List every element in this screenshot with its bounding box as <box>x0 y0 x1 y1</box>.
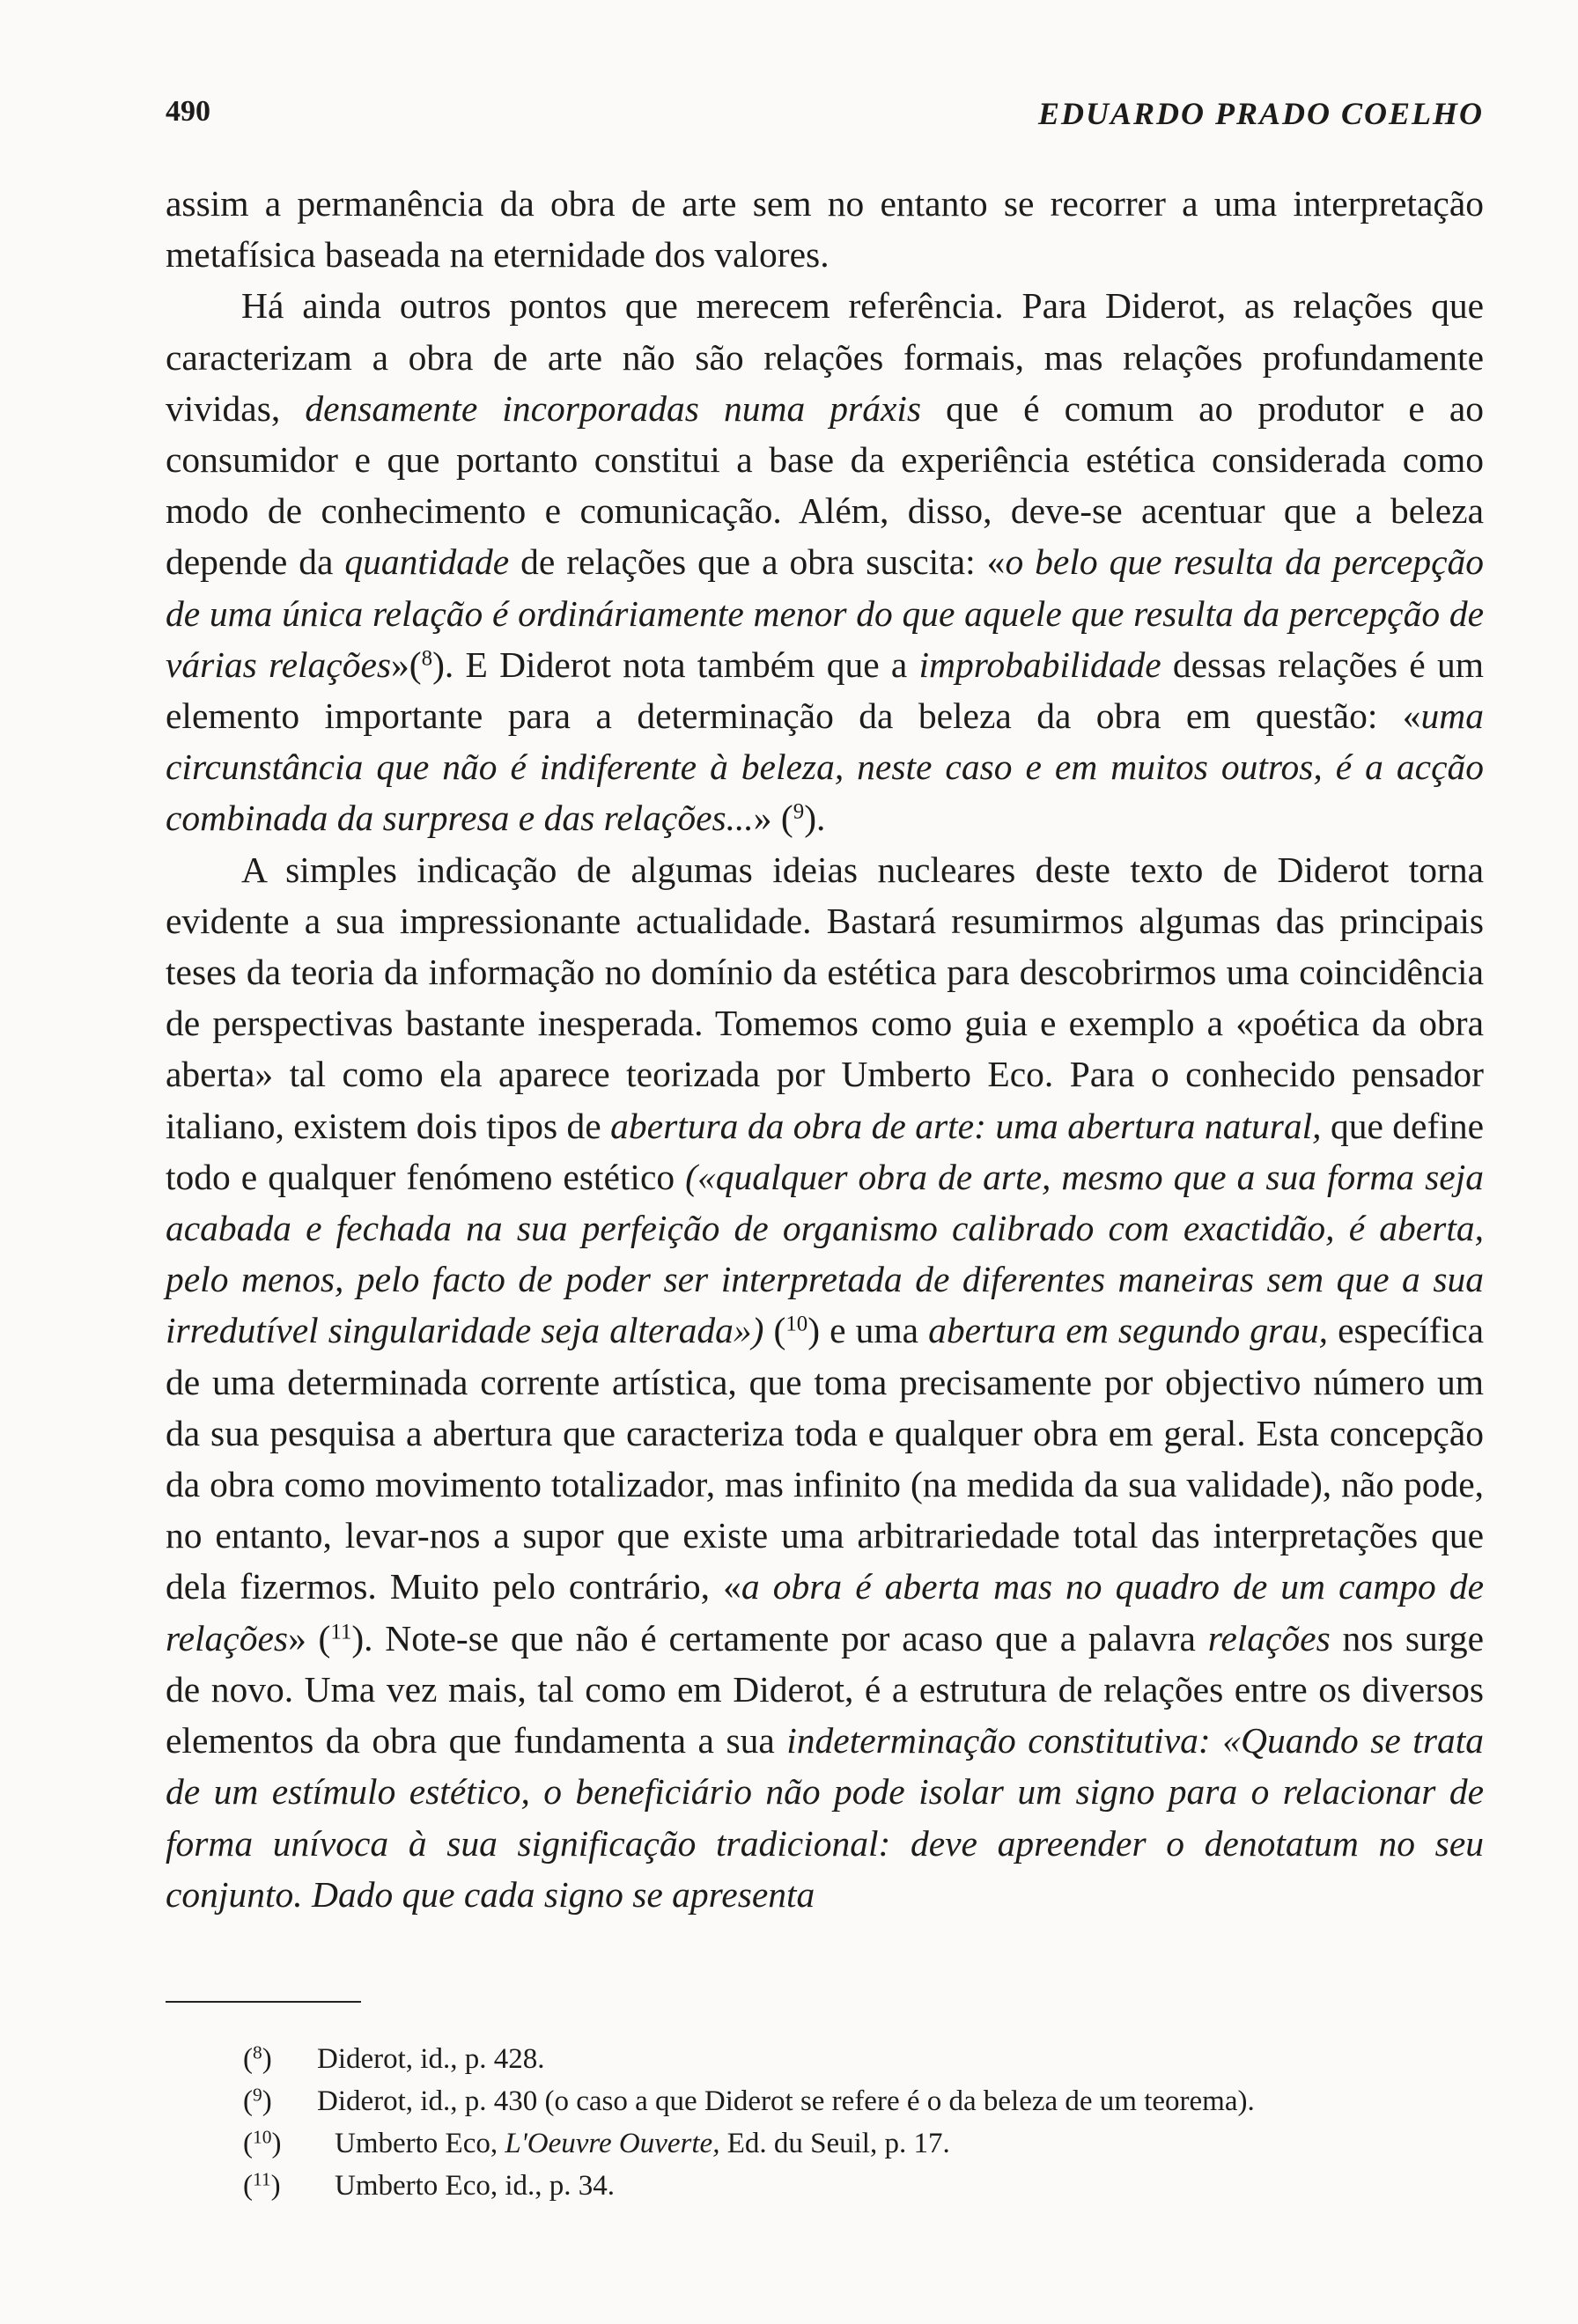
italic-text: relações <box>1207 1617 1331 1658</box>
footnotes <box>166 2038 1484 2207</box>
italic-text: a obra é aberta mas no quadro de um campo de relações <box>166 1566 1484 1658</box>
footnote-number: ($^{11}$) <box>243 2168 281 2202</box>
document-page <box>166 88 1484 2207</box>
page-number: 490 <box>166 95 210 128</box>
text-run: de relações que a obra suscita: « <box>509 541 1006 583</box>
text-run: ( <box>763 1310 786 1351</box>
italic-text: indeterminação constitutiva: «Quando se trata de um estímulo estético, o beneficiário não pode isolar um signo para o relacionar de forma unívoca à sua significação tradicional: deve apreender o denotatum no seu conjunto. Dado que cada signo se apresenta <box>166 1720 1484 1915</box>
footnote <box>166 2080 1484 2122</box>
text-run: Umberto Eco, <box>335 2127 505 2159</box>
page-header <box>166 88 1484 143</box>
text-run: específica de uma determinada corrente artística, que toma precisamente por objectivo número um da sua pesquisa a abertura que caracteriza toda e qualquer obra em geral. Esta concepção da obra como movimento totalizador, mas infinito (na medida da sua validade), não pode, no entanto, levar-nos a supor que existe uma arbitrariedade total das interpretações que dela fizermos. Muito pelo contrário, « <box>166 1310 1484 1607</box>
text-run: Ed. du Seuil, p. 17. <box>719 2127 950 2159</box>
text-run: nos surge de novo. Uma vez mais, tal como em Diderot, é a estrutura de relações entre os diversos elementos da obra que fundamenta a sua <box>166 1617 1484 1761</box>
paragraph <box>166 280 1484 843</box>
text-run: » ( <box>753 798 793 839</box>
italic-text: densamente incorporadas numa práxis <box>305 387 922 429</box>
footnote <box>166 2038 1484 2080</box>
italic-text: quantidade <box>344 541 510 583</box>
paragraph <box>166 844 1484 1920</box>
paragraph <box>166 178 1484 280</box>
italic-text: L'Oeuvre Ouverte, <box>505 2127 720 2159</box>
text-run: que define todo e qualquer fenómeno estético <box>166 1105 1484 1197</box>
text-run: assim a permanência da obra de arte sem no entanto se recorrer a uma interpretação metafísica baseada na eternidade dos valores. <box>166 183 1484 276</box>
footnote-text <box>245 2122 950 2165</box>
footnote-text <box>245 2038 544 2080</box>
footnote-reference: 11 <box>330 1620 352 1644</box>
italic-text: o belo que resulta da percepção de uma única relação é ordináriamente menor do que aquele que resulta da percepção de várias relações <box>166 541 1484 685</box>
footnote-number: ($^8$) <box>243 2041 272 2075</box>
italic-text: abertura em segundo grau, <box>928 1310 1329 1351</box>
footnote-number-value: 11 <box>253 2168 271 2190</box>
text-run: Diderot, id., p. 428. <box>317 2042 545 2075</box>
text-run: dessas relações é um elemento importante para a determinação da beleza da obra em questão: « <box>166 644 1484 737</box>
text-run: ). <box>804 798 826 839</box>
footnote-divider <box>166 2001 361 2003</box>
footnote-number: ($^9$) <box>243 2084 272 2117</box>
footnote-reference: 10 <box>785 1312 808 1336</box>
text-run: ) e uma <box>807 1310 929 1351</box>
italic-text: abertura da obra de arte: uma abertura natural, <box>610 1105 1322 1146</box>
body-text <box>166 178 1484 1920</box>
footnote <box>166 2165 1484 2207</box>
text-run: Há ainda outros pontos que merecem referência. Para Diderot, as relações que caracterizam a obra de arte não são relações formais, mas relações profundamente vividas, <box>166 285 1484 429</box>
text-run: Diderot, id., p. 430 (o caso a que Diderot se refere é o da beleza de um teorema). <box>317 2085 1255 2117</box>
footnote-text <box>245 2080 1255 2122</box>
italic-text: improbabilidade <box>918 644 1161 685</box>
footnote <box>166 2122 1484 2165</box>
italic-text: uma circunstância que não é indiferente à beleza, neste caso e em muitos outros, é a acção combinada da surpresa e das relações... <box>166 695 1484 839</box>
footnote-number-value: 10 <box>253 2126 272 2148</box>
footnote-number-value: 8 <box>253 2041 262 2063</box>
running-title: EDUARDO PRADO COELHO <box>1037 96 1484 131</box>
text-run: Umberto Eco, id., p. 34. <box>335 2169 616 2202</box>
text-run: ). Note-se que não é certamente por acaso que a palavra <box>351 1617 1208 1658</box>
text-run: »( <box>391 644 422 685</box>
text-run: » ( <box>288 1617 331 1658</box>
footnote-reference: 9 <box>793 799 805 824</box>
text-run: que é comum ao produtor e ao consumidor e que portanto constitui a base da experiência estética considerada como modo de conhecimento e comunicação. Além, disso, deve-se acentuar que a beleza depende da <box>166 387 1485 583</box>
footnote-number-value: 9 <box>253 2084 262 2106</box>
italic-text: («qualquer obra de arte, mesmo que a sua forma seja acabada e fechada na sua perfeição de organismo calibrado com exactidão, é aberta, pelo menos, pelo facto de poder ser interpretada de diferentes maneiras sem que a sua irredutível singularidade seja alterada») <box>166 1156 1484 1351</box>
footnote-number: ($^{10}$) <box>243 2126 282 2159</box>
footnote-reference: 8 <box>421 646 433 671</box>
text-run: A simples indicação de algumas ideias nucleares deste texto de Diderot torna evidente a sua impressionante actualidade. Bastará resumirmos algumas das principais teses da teoria da informação no domínio da estética para descobrirmos uma coincidência de perspectivas bastante inesperada. Tomemos como guia e exemplo a «poética da obra aberta» tal como ela aparece teorizada por Umberto Eco. Para o conhecido pensador italiano, existem dois tipos de <box>166 849 1484 1146</box>
footnote-text <box>245 2165 615 2207</box>
text-run: ). E Diderot nota também que a <box>432 644 919 685</box>
